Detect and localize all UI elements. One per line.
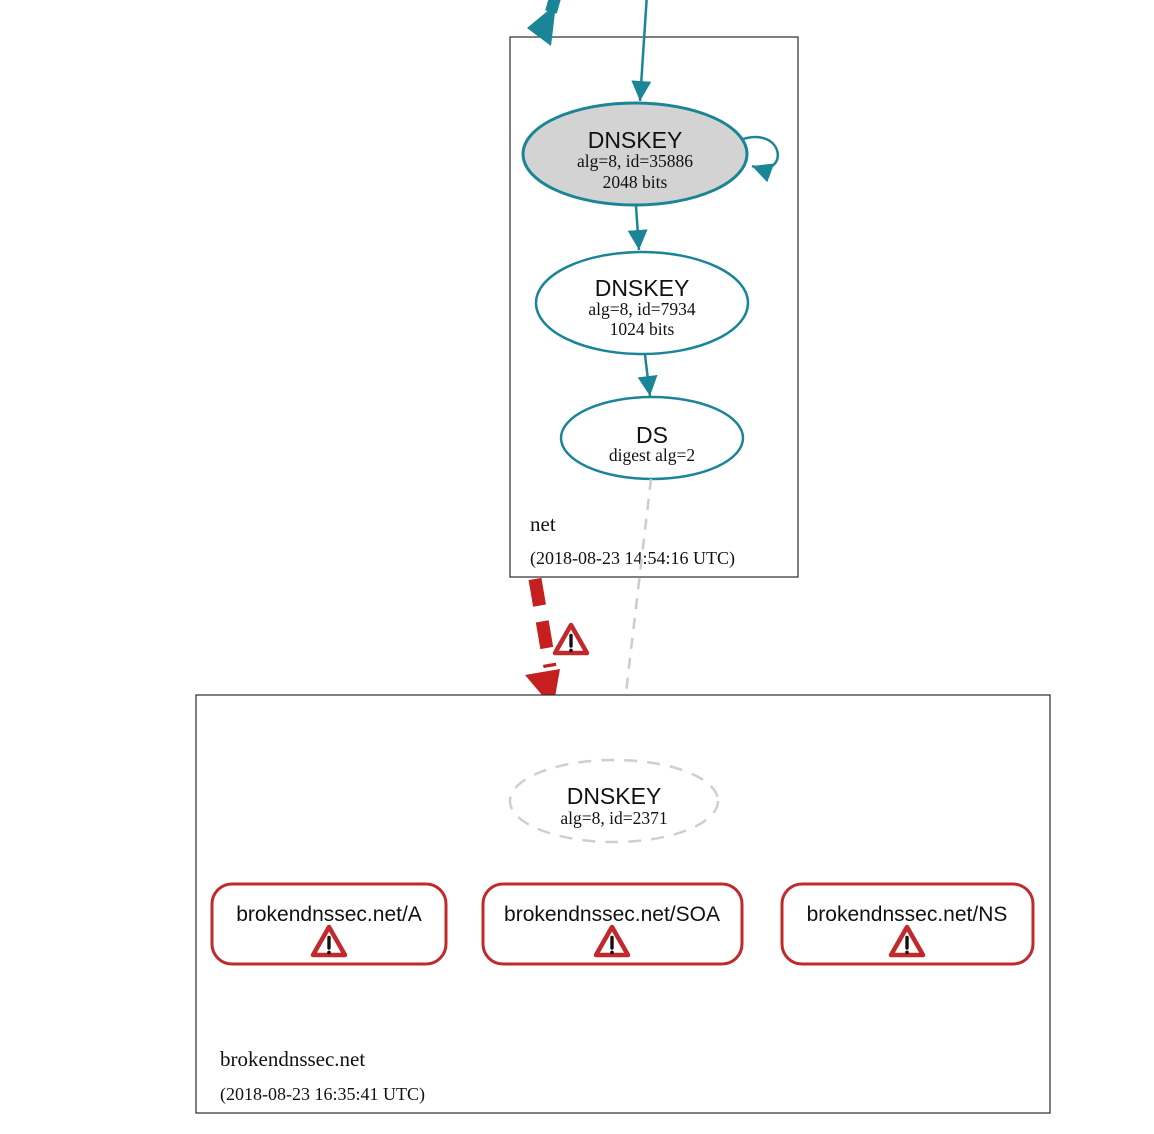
edge-bogus-delegation <box>525 579 587 708</box>
node-rrset-soa <box>483 884 742 964</box>
node-child-dnskey-title: DNSKEY <box>566 783 662 809</box>
zone-brokendnssec-net <box>196 695 1050 1113</box>
zone-brokendnssec-net-label: brokendnssec.net <box>220 1047 366 1071</box>
node-dnskey-ksk-detail: alg=8, id=35886 <box>577 151 693 171</box>
zone-net <box>510 0 798 577</box>
node-dnskey-zsk-bits: 1024 bits <box>609 319 675 339</box>
node-dnskey-ksk-bits: 2048 bits <box>602 172 668 192</box>
node-child-dnskey <box>510 760 718 842</box>
node-dnskey-ksk <box>523 103 747 205</box>
node-rrset-ns-label: brokendnssec.net/NS <box>806 903 1008 926</box>
edge-bogus-delegation-shaft <box>535 579 550 667</box>
node-ds-title: DS <box>636 422 668 448</box>
node-dnskey-zsk-detail: alg=8, id=7934 <box>588 299 696 319</box>
node-ds <box>561 397 743 479</box>
node-dnskey-zsk-title: DNSKEY <box>594 275 690 301</box>
node-child-dnskey-detail: alg=8, id=2371 <box>560 808 668 828</box>
node-rrset-ns <box>782 884 1033 964</box>
zone-net-timestamp: (2018-08-23 14:54:16 UTC) <box>530 548 735 568</box>
node-dnskey-ksk-title: DNSKEY <box>587 127 683 153</box>
node-rrset-soa-label: brokendnssec.net/SOA <box>504 903 720 926</box>
node-rrset-a-label: brokendnssec.net/A <box>236 903 422 926</box>
node-rrset-a <box>212 884 446 964</box>
node-dnskey-zsk <box>536 252 748 354</box>
warning-icon <box>555 625 587 653</box>
node-ds-detail: digest alg=2 <box>608 445 696 465</box>
zone-brokendnssec-net-timestamp: (2018-08-23 16:35:41 UTC) <box>220 1084 425 1104</box>
zone-net-label: net <box>530 512 556 536</box>
